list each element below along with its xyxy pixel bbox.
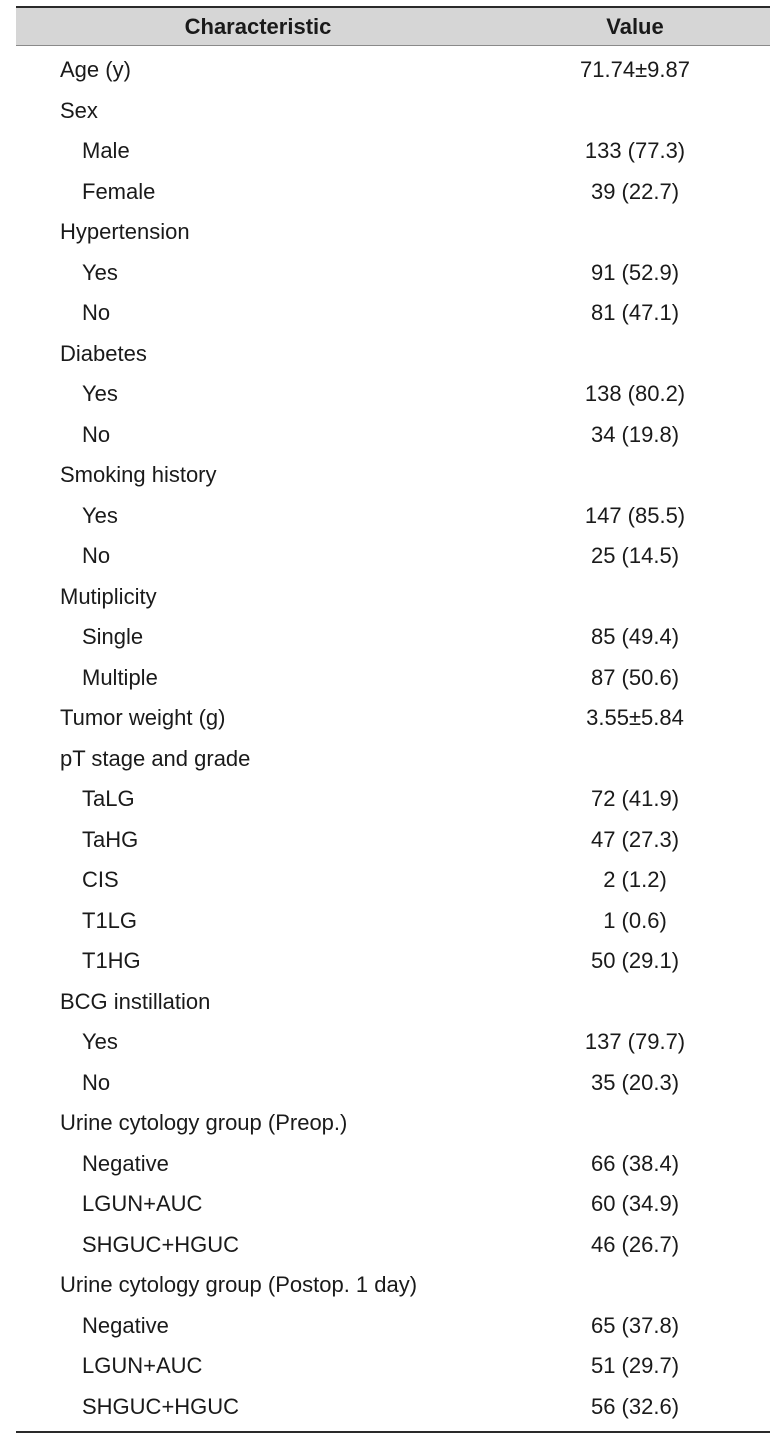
table-row — [16, 293, 770, 334]
row-label: TaLG — [82, 786, 135, 812]
table-row — [16, 1265, 770, 1306]
table-row — [16, 334, 770, 375]
row-label: Multiple — [82, 664, 158, 690]
row-label: No — [82, 421, 111, 447]
table-row — [16, 496, 770, 537]
row-label: Diabetes — [60, 340, 147, 366]
table-row — [16, 1184, 770, 1225]
row-label: Tumor weight (g) — [60, 705, 226, 731]
table-row — [16, 455, 770, 496]
table-row — [16, 901, 770, 942]
row-label: Yes — [82, 381, 118, 407]
header-value: Value — [606, 13, 664, 39]
row-label: Yes — [82, 502, 118, 528]
table-row — [16, 253, 770, 294]
row-label: LGUN+AUC — [82, 1353, 203, 1379]
row-value: 137 (79.7) — [584, 1029, 686, 1055]
row-label: BCG instillation — [60, 988, 211, 1014]
row-label: Yes — [82, 1029, 118, 1055]
row-label: Mutiplicity — [60, 583, 157, 609]
row-value: 85 (49.4) — [590, 624, 680, 650]
row-label: Yes — [82, 259, 118, 285]
row-value: 66 (38.4) — [590, 1150, 680, 1176]
row-label: Female — [82, 178, 156, 204]
row-value: 3.55±5.84 — [586, 705, 684, 731]
row-label: SHGUC+HGUC — [82, 1231, 240, 1257]
table-row — [16, 1225, 770, 1266]
row-label: TaHG — [82, 826, 139, 852]
table-row — [16, 374, 770, 415]
table-row — [16, 658, 770, 699]
row-value: 39 (22.7) — [590, 178, 680, 204]
table-row — [16, 982, 770, 1023]
table-row — [16, 617, 770, 658]
table-row — [16, 1144, 770, 1185]
row-value: 147 (85.5) — [584, 502, 686, 528]
characteristics-table — [16, 6, 770, 1433]
row-value: 2 (1.2) — [603, 867, 667, 893]
row-label: Sex — [60, 97, 98, 123]
table-row — [16, 212, 770, 253]
row-value: 35 (20.3) — [590, 1069, 680, 1095]
table-row — [16, 1063, 770, 1104]
row-label: T1HG — [82, 948, 141, 974]
row-label: No — [82, 1069, 111, 1095]
row-value: 60 (34.9) — [590, 1191, 680, 1217]
row-label: Single — [82, 624, 144, 650]
row-label: Negative — [82, 1150, 169, 1176]
row-label: Male — [82, 138, 130, 164]
table-row — [16, 1022, 770, 1063]
row-label: Age (y) — [60, 57, 131, 83]
table-row — [16, 50, 770, 91]
table-row — [16, 131, 770, 172]
row-label: Negative — [82, 1312, 169, 1338]
row-label: No — [82, 543, 111, 569]
row-value: 65 (37.8) — [590, 1312, 680, 1338]
row-value: 91 (52.9) — [590, 259, 680, 285]
row-label: No — [82, 300, 111, 326]
row-value: 50 (29.1) — [590, 948, 680, 974]
row-value: 46 (26.7) — [590, 1231, 680, 1257]
row-label: T1LG — [82, 907, 138, 933]
table-row — [16, 860, 770, 901]
row-value: 138 (80.2) — [584, 381, 686, 407]
table-row — [16, 1103, 770, 1144]
header-characteristic: Characteristic — [184, 13, 332, 39]
row-value: 34 (19.8) — [590, 421, 680, 447]
row-label: SHGUC+HGUC — [82, 1393, 240, 1419]
row-value: 71.74±9.87 — [580, 57, 690, 83]
table-row — [16, 577, 770, 618]
table-row — [16, 739, 770, 780]
row-value: 47 (27.3) — [590, 826, 680, 852]
row-value: 72 (41.9) — [590, 786, 680, 812]
table-row — [16, 1306, 770, 1347]
table-row — [16, 172, 770, 213]
table-row — [16, 415, 770, 456]
row-label: LGUN+AUC — [82, 1191, 203, 1217]
table-row — [16, 1387, 770, 1428]
row-label: Hypertension — [60, 219, 190, 245]
table-row — [16, 698, 770, 739]
row-value: 25 (14.5) — [590, 543, 680, 569]
row-label: Urine cytology group (Preop.) — [60, 1110, 348, 1136]
table-row — [16, 941, 770, 982]
table-body — [16, 46, 770, 1431]
row-label: pT stage and grade — [60, 745, 251, 771]
row-value: 87 (50.6) — [590, 664, 680, 690]
table-header — [16, 8, 770, 46]
table-row — [16, 1346, 770, 1387]
row-value: 1 (0.6) — [603, 907, 667, 933]
table-row — [16, 820, 770, 861]
table-row — [16, 536, 770, 577]
row-value: 56 (32.6) — [590, 1393, 680, 1419]
row-label: Urine cytology group (Postop. 1 day) — [60, 1272, 418, 1298]
row-value: 51 (29.7) — [590, 1353, 680, 1379]
row-value: 133 (77.3) — [584, 138, 686, 164]
row-label: CIS — [82, 867, 119, 893]
table-row — [16, 91, 770, 132]
row-value: 81 (47.1) — [590, 300, 680, 326]
table-row — [16, 779, 770, 820]
row-label: Smoking history — [60, 462, 217, 488]
